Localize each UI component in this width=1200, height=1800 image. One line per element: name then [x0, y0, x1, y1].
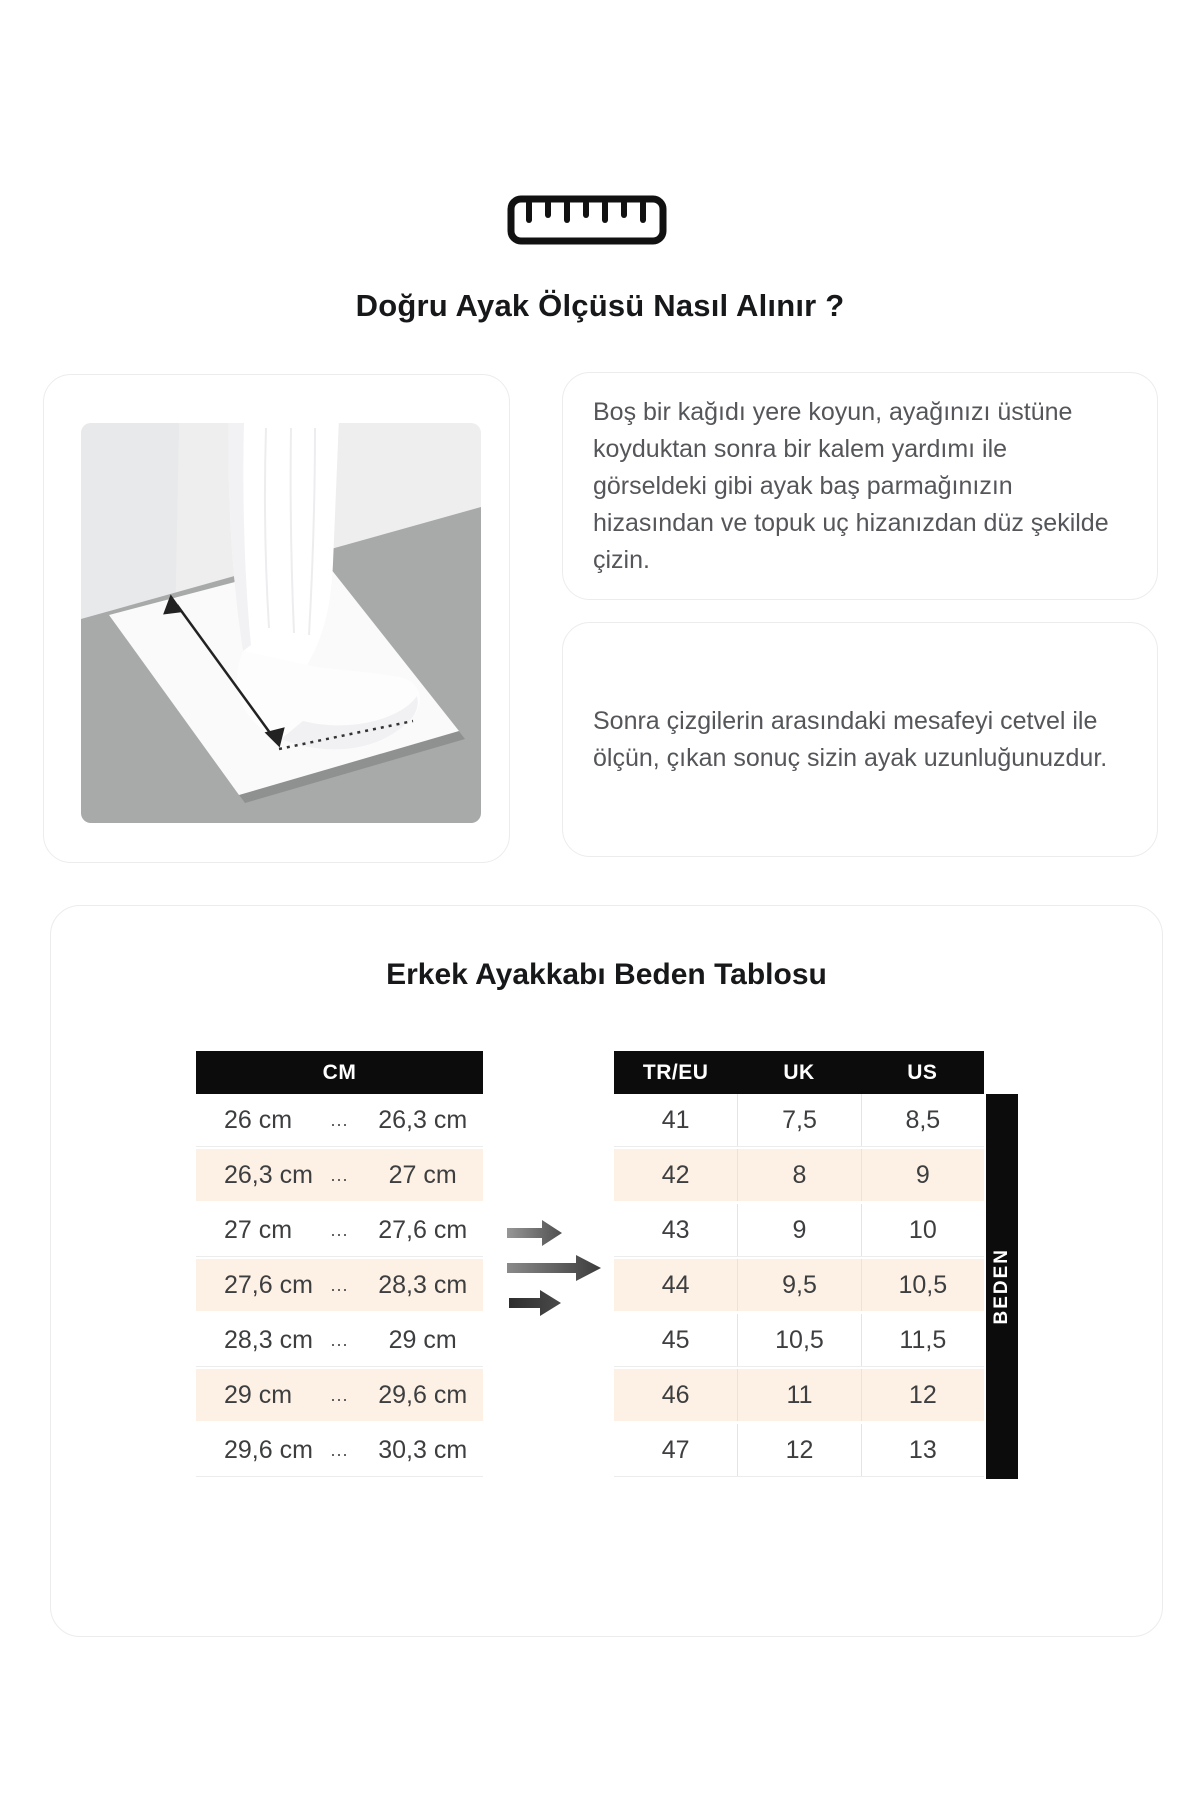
size-header-treu: TR/EU — [642, 1060, 709, 1084]
size-table-row: 44 9,5 10,5 — [614, 1259, 984, 1311]
cm-table-row: 27,6 cm ... 28,3 cm — [196, 1259, 483, 1311]
size-table-header — [614, 1051, 984, 1094]
ruler-icon — [507, 195, 667, 245]
cm-table-row: 28,3 cm ... 29 cm — [196, 1314, 483, 1366]
size-chart-card — [50, 905, 1163, 1637]
size-header-us: US — [907, 1060, 938, 1084]
size-chart-title: Erkek Ayakkabı Beden Tablosu — [386, 958, 827, 991]
international-size-table — [614, 1051, 984, 1479]
cm-table-row: 26 cm ... 26,3 cm — [196, 1094, 483, 1146]
cm-header-label: CM — [322, 1060, 357, 1084]
size-table-row: 42 8 9 — [614, 1149, 984, 1201]
instruction-step2-box — [562, 622, 1158, 857]
size-header-uk: UK — [783, 1060, 815, 1084]
foot-measure-photo — [81, 423, 481, 823]
page-title: Doğru Ayak Ölçüsü Nasıl Alınır ? — [355, 288, 845, 323]
instruction-step1-text: Boş bir kağıdı yere koyun, ayağınızı üstüne koyduktan sonra bir kalem yardımı ile görseldeki gibi ayak baş parmağınızın hizasından ve topuk uç hizanızdan düz şekilde çizin. — [593, 397, 1109, 574]
cm-range-table — [196, 1051, 483, 1479]
cm-table-row: 27 cm ... 27,6 cm — [196, 1204, 483, 1256]
size-table-row: 47 12 13 — [614, 1424, 984, 1476]
cm-table-row: 26,3 cm ... 27 cm — [196, 1149, 483, 1201]
foot-measure-photo-card — [43, 374, 510, 863]
beden-side-label — [986, 1094, 1018, 1479]
size-table-row: 43 9 10 — [614, 1204, 984, 1256]
instruction-step2-text: Sonra çizgilerin arasındaki mesafeyi cetvel ile ölçün, çıkan sonuç sizin ayak uzunluğunuzdur. — [593, 706, 1108, 772]
size-table-row: 41 7,5 8,5 — [614, 1094, 984, 1146]
instruction-step1-box — [562, 372, 1158, 600]
cm-table-row: 29,6 cm ... 30,3 cm — [196, 1424, 483, 1476]
beden-label-text: BEDEN — [991, 1248, 1012, 1325]
cm-table-header — [196, 1051, 483, 1094]
cm-table-row: 29 cm ... 29,6 cm — [196, 1369, 483, 1421]
size-table-row: 46 11 12 — [614, 1369, 984, 1421]
size-table-row: 45 10,5 11,5 — [614, 1314, 984, 1366]
transfer-arrows-icon — [504, 1214, 604, 1320]
